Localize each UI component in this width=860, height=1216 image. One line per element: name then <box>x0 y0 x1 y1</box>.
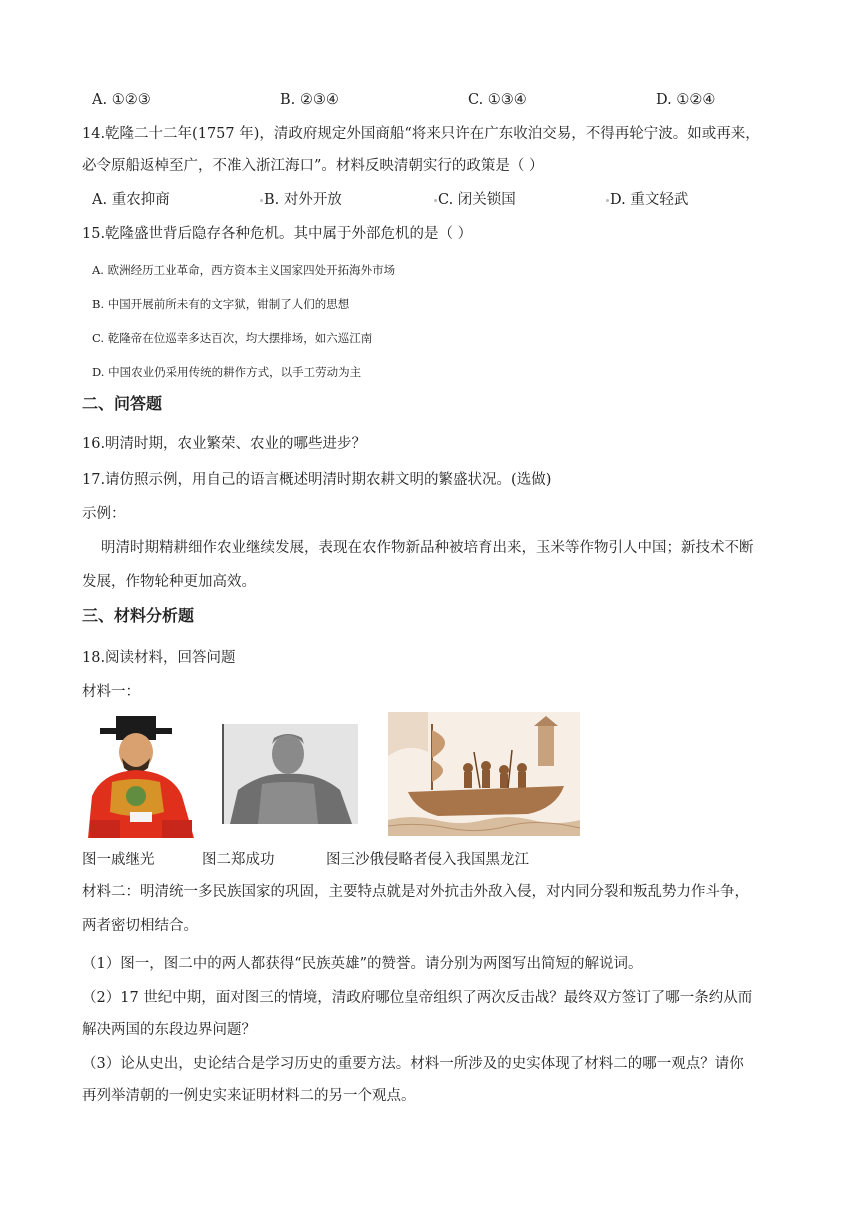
q13-option-d: D. ①②④ <box>656 92 716 108</box>
example-line1: 明清时期精耕细作农业继续发展，表现在农作物新品种被培育出来，玉米等作物引人中国；新技术不断 <box>101 540 754 556</box>
sub-question-2-line1: （2）17 世纪中期，面对图三的情境，清政府哪位皇帝组织了两次反击战？最终双方签订了哪一条约从而 <box>82 990 753 1006</box>
bullet-dot <box>606 199 609 202</box>
q13-option-a: A. ①②③ <box>92 92 151 108</box>
q15-option-b: B. 中国开展前所未有的文字狱，钳制了人们的思想 <box>92 297 350 311</box>
bullet-dot <box>434 199 437 202</box>
sub-question-2-line2: 解决两国的东段边界问题？ <box>82 1022 256 1038</box>
q14-option-d: D. 重文轻武 <box>610 192 689 208</box>
caption-figure-2: 图二郑成功 <box>202 852 275 868</box>
caption-figure-3: 图三沙俄侵略者侵入我国黑龙江 <box>326 852 529 868</box>
q14-option-c: C. 闭关锁国 <box>438 192 516 208</box>
material1-label: 材料一： <box>82 684 140 700</box>
q15-option-c: C. 乾隆帝在位巡幸多达百次，均大摆排场，如六巡江南 <box>92 331 373 345</box>
example-label: 示例： <box>82 506 126 522</box>
q14-stem-line1: 14.乾隆二十二年(1757 年)，清政府规定外国商船“将来只许在广东收泊交易，不得再轮宁波。如或再来， <box>82 126 760 142</box>
section2-title: 二、问答题 <box>82 394 163 413</box>
q15-stem: 15.乾隆盛世背后隐存各种危机。其中属于外部危机的是（ ） <box>82 226 473 242</box>
q14-stem-line2: 必令原船返棹至广，不准入浙江海口”。材料反映清朝实行的政策是（ ） <box>82 158 544 174</box>
figure-qi-jiguang-image <box>82 712 202 838</box>
q17-text: 17.请仿照示例，用自己的语言概述明清时期农耕文明的繁盛状况。(选做) <box>82 472 552 488</box>
material2-line2: 两者密切相结合。 <box>82 918 198 934</box>
sub-question-1: （1）图一，图二中的两人都获得“民族英雄”的赞誉。请分别为两图写出简短的解说词。 <box>82 956 643 972</box>
q14-option-a: A. 重农抑商 <box>92 192 170 208</box>
q14-option-b: B. 对外开放 <box>264 192 342 208</box>
bullet-dot <box>260 199 263 202</box>
sub-question-3-line1: （3）论从史出，史论结合是学习历史的重要方法。材料一所涉及的史实体现了材料二的哪一观点？请你 <box>82 1056 744 1072</box>
figure-zheng-chenggong-image <box>222 724 358 824</box>
q16-text: 16.明清时期，农业繁荣、农业的哪些进步？ <box>82 436 367 452</box>
sub-question-3-line2: 再列举清朝的一例史实来证明材料二的另一个观点。 <box>82 1088 416 1104</box>
q15-option-d: D. 中国农业仍采用传统的耕作方式，以手工劳动为主 <box>92 365 362 379</box>
example-line2: 发展，作物轮种更加高效。 <box>82 574 256 590</box>
section3-title: 三、材料分析题 <box>82 606 195 625</box>
q15-option-a: A. 欧洲经历工业革命，西方资本主义国家四处开拓海外市场 <box>92 263 396 277</box>
q18-text: 18.阅读材料，回答问题 <box>82 650 236 666</box>
q13-option-b: B. ②③④ <box>280 92 339 108</box>
figure-heilongjiang-invasion-image <box>388 712 580 836</box>
q13-option-c: C. ①③④ <box>468 92 527 108</box>
caption-figure-1: 图一戚继光 <box>82 852 155 868</box>
material2-line1: 材料二：明清统一多民族国家的巩固，主要特点就是对外抗击外敌入侵，对内同分裂和叛乱势力作斗争， <box>82 884 749 900</box>
